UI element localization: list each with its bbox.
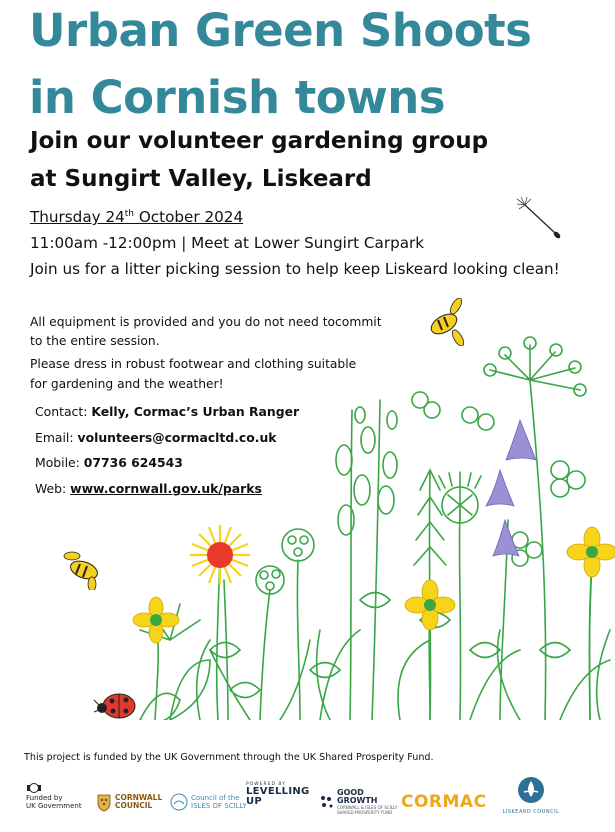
web-row: Web: www.cornwall.gov.uk/parks <box>35 481 262 496</box>
event-time-place: 11:00am -12:00pm | Meet at Lower Sungirt Carpark <box>30 234 425 252</box>
bee-icon <box>422 298 468 346</box>
good-growth-logo: GOOD GROWTH CORNWALL & ISLES OF SCILLY SHARED PROSPERITY FUND <box>320 782 407 822</box>
uk-government-logo: Funded by UK Government <box>26 782 82 822</box>
growth-dots-icon <box>320 795 334 809</box>
web-link[interactable]: www.cornwall.gov.uk/parks <box>70 481 262 496</box>
mobile-row: Mobile: 07736 624543 <box>35 455 183 470</box>
title-line-1: Urban Green Shoots <box>29 4 532 57</box>
liskeard-crest-icon <box>516 776 546 808</box>
cormac-logo: CORMAC <box>401 792 487 812</box>
contact-row: Contact: Kelly, Cormac’s Urban Ranger <box>35 404 300 419</box>
cornwall-council-logo: CORNWALL COUNCIL <box>96 782 162 822</box>
wildflower-illustration <box>0 290 615 720</box>
title-line-2: in Cornish towns <box>29 71 446 124</box>
subheading-line-2: at Sungirt Valley, Liskeard <box>30 166 372 192</box>
cornwall-crest-icon <box>96 792 112 812</box>
email-link[interactable]: volunteers@cormacltd.co.uk <box>77 430 277 445</box>
levelling-up-logo: POWERED BY LEVELLING UP <box>246 782 310 807</box>
liskeard-council-logo: LISKEARD COUNCIL <box>496 776 566 816</box>
isles-of-scilly-logo: Council of the ISLES OF SCILLY <box>170 782 247 822</box>
equipment-note-line-2: to the entire session. <box>30 334 160 348</box>
scilly-crest-icon <box>170 793 188 811</box>
event-description: Join us for a litter picking session to help keep Liskeard looking clean! <box>30 260 560 278</box>
dress-note-line-1: Please dress in robust footwear and clothing suitable <box>30 357 357 371</box>
subheading-line-1: Join our volunteer gardening group <box>30 128 489 154</box>
equipment-note-line-1: All equipment is provided and you do not need tocommit <box>30 315 382 329</box>
funding-note: This project is funded by the UK Government through the UK Shared Prosperity Fund. <box>24 752 434 763</box>
ladybird-icon <box>93 688 139 722</box>
dress-note-line-2: for gardening and the weather! <box>30 377 224 391</box>
event-date: Thursday 24th October 2024 <box>30 208 244 226</box>
bee-icon <box>62 548 108 590</box>
dandelion-seed-icon <box>515 195 567 247</box>
royal-crest-icon <box>26 782 42 794</box>
email-row: Email: volunteers@cormacltd.co.uk <box>35 430 277 445</box>
